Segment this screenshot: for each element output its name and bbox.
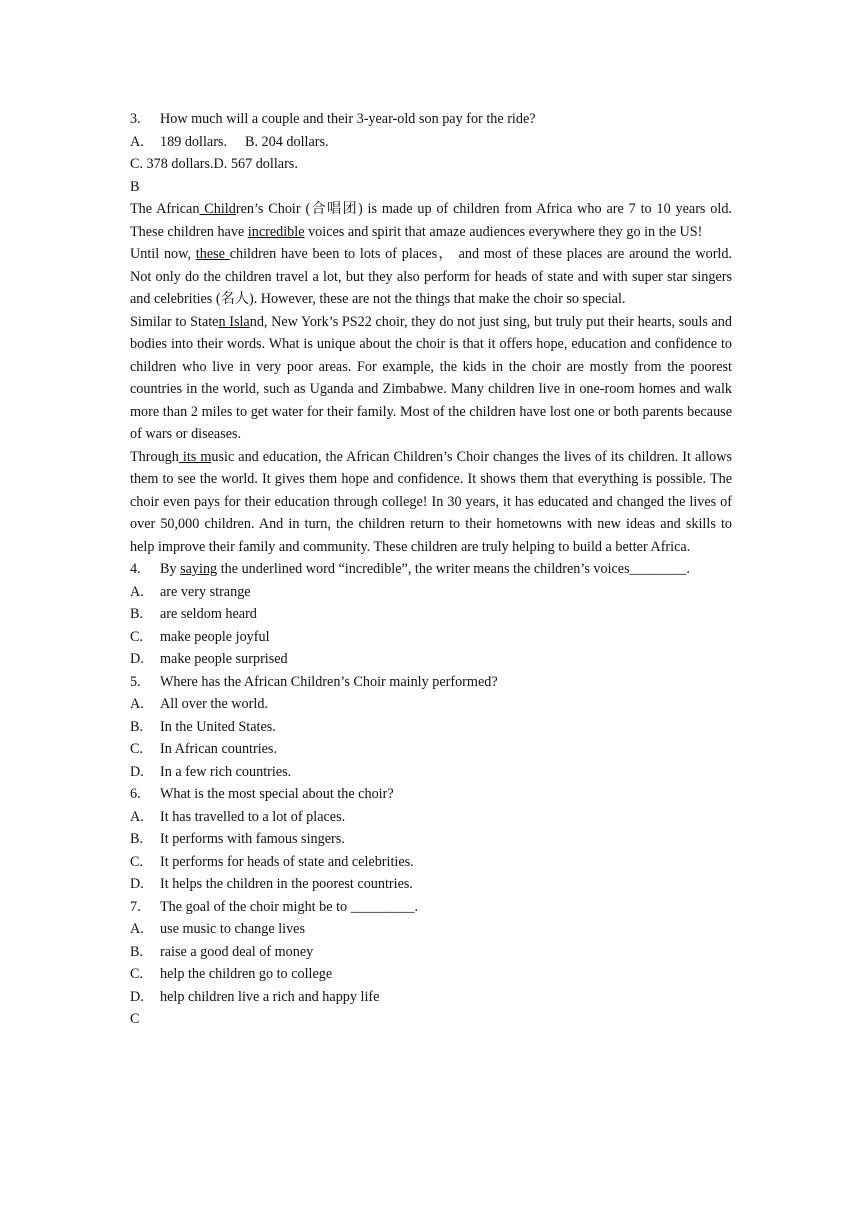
text-run: Similar to State (130, 313, 219, 330)
option-label: D. (130, 988, 144, 1005)
option-label: B. (130, 943, 144, 960)
underlined-text: n Isla (218, 313, 250, 330)
option-row (130, 761, 732, 784)
text-run: usic and education, the African Children’s Choir changes the lives of its children. It allows them to see the world. It gives them hope and confidence. It shows them that everything is possible. The choir even pays for their education through college! In 30 years, it has educated and changed the lives of over 50,000 children. And in turn, the children return to their hometowns with new ideas and skills to help improve their family and community. These children are truly helping to build a better Africa. (130, 448, 732, 555)
option-row (130, 806, 732, 829)
option-c: C. 378 dollars. (130, 156, 214, 172)
option-label: C. (130, 741, 144, 757)
option-row (130, 603, 732, 626)
underlined-text: these (195, 246, 230, 262)
document-content (130, 108, 732, 1031)
option-text: It performs with famous singers. (160, 831, 345, 847)
option-row (130, 738, 732, 761)
option-row (130, 941, 732, 964)
text-run: The African (130, 201, 200, 217)
option-label: D. (130, 876, 144, 892)
option-label: D. (130, 651, 144, 667)
question-stem: Where has the African Children’s Choir mainly performed? (160, 673, 498, 690)
option-text: are seldom heard (160, 606, 257, 622)
question-5 (130, 671, 732, 694)
option-row (130, 626, 732, 649)
option-row (130, 986, 732, 1009)
option-label: B. (130, 831, 144, 847)
text-run: ren’s Choir (合唱团) is made up of children from Africa who are 7 to 10 years old. These children have (130, 201, 732, 240)
underlined-text: its m (178, 448, 212, 465)
question-stem: the underlined word “incredible”, the writer means the children’s voices________. (217, 561, 690, 577)
option-text: It has travelled to a lot of places. (160, 808, 346, 825)
text-run: voices and spirit that amaze audiences everywhere they go in the US! (304, 223, 703, 240)
passage-paragraph-4 (130, 446, 732, 559)
question-number: 7. (130, 898, 141, 915)
question-stem: The goal of the choir might be to _________. (160, 898, 419, 915)
underlined-text: saying (180, 561, 218, 577)
text-run: nd, New York’s PS22 choir, they do not just sing, but truly put their hearts, souls and bodies into their words. What is unique about the choir is that it offers hope, education and confidence to children who live in very poor areas. For example, the kids in the choir are mostly from the poorest countries in the world, such as Uganda and Zimbabwe. Many children live in one-room homes and walk more than 2 miles to get water for their family. Most of the children have lost one or both parents because of wars or diseases. (130, 313, 732, 442)
option-text: help children live a rich and happy life (160, 988, 380, 1005)
underlined-word-incredible: incredible (247, 223, 305, 240)
option-text: In African countries. (160, 741, 278, 757)
option-row (130, 648, 732, 671)
option-label: B. (130, 718, 144, 735)
question-3-options-cd (130, 153, 732, 176)
passage-paragraph-1 (130, 198, 732, 243)
option-text: In the United States. (160, 718, 276, 735)
option-label: C. (130, 853, 144, 870)
option-label: A. (130, 808, 144, 825)
option-text: are very strange (160, 583, 251, 600)
question-3-options-ab (130, 131, 732, 154)
question-3 (130, 108, 732, 131)
option-row (130, 963, 732, 986)
question-number: 6. (130, 786, 141, 802)
option-text: In a few rich countries. (160, 763, 292, 780)
option-text: raise a good deal of money (160, 943, 314, 960)
question-number: 5. (130, 673, 141, 690)
option-row (130, 851, 732, 874)
option-b: B. 204 dollars. (245, 133, 329, 150)
option-text: make people surprised (160, 651, 288, 667)
question-stem: What is the most special about the choir? (160, 786, 394, 802)
section-heading-c: C (130, 1011, 140, 1027)
option-label: D. (130, 763, 144, 780)
text-run: children have been to lots of places， and most of these places are around the world. Not only do the children travel a lot, but they also perform for heads of state and with super star singers and celebrities (名人). However, these are not the things that make the choir so special. (130, 246, 732, 307)
option-row (130, 918, 732, 941)
option-label: A. (130, 583, 144, 600)
question-stem: By (160, 561, 181, 577)
question-7 (130, 896, 732, 919)
option-text: help the children go to college (160, 966, 333, 982)
option-row (130, 716, 732, 739)
option-label: B. (130, 606, 144, 622)
passage-paragraph-3 (130, 311, 732, 446)
option-label: A. (130, 921, 144, 937)
question-4 (130, 558, 732, 581)
option-label: C. (130, 628, 144, 645)
option-row (130, 693, 732, 716)
option-row (130, 581, 732, 604)
underlined-text: Child (199, 201, 236, 217)
section-heading-b: B (130, 178, 140, 195)
question-stem: How much will a couple and their 3-year-old son pay for the ride? (160, 111, 536, 127)
text-run: Through (130, 448, 179, 465)
option-text: It performs for heads of state and celebrities. (160, 853, 414, 870)
option-text: All over the world. (160, 696, 268, 712)
option-text: make people joyful (160, 628, 270, 645)
question-number: 4. (130, 561, 141, 577)
text-run: Until now, (130, 246, 196, 262)
option-label: A. (130, 133, 144, 150)
option-label: C. (130, 966, 144, 982)
passage-paragraph-2 (130, 243, 732, 311)
option-text: use music to change lives (160, 921, 305, 937)
question-6 (130, 783, 732, 806)
option-label: A. (130, 696, 144, 712)
question-number: 3. (130, 111, 141, 127)
option-row (130, 828, 732, 851)
option-d: D. 567 dollars. (213, 156, 298, 172)
option-text: It helps the children in the poorest countries. (160, 876, 413, 892)
option-row (130, 873, 732, 896)
option-a: 189 dollars. (160, 133, 227, 150)
